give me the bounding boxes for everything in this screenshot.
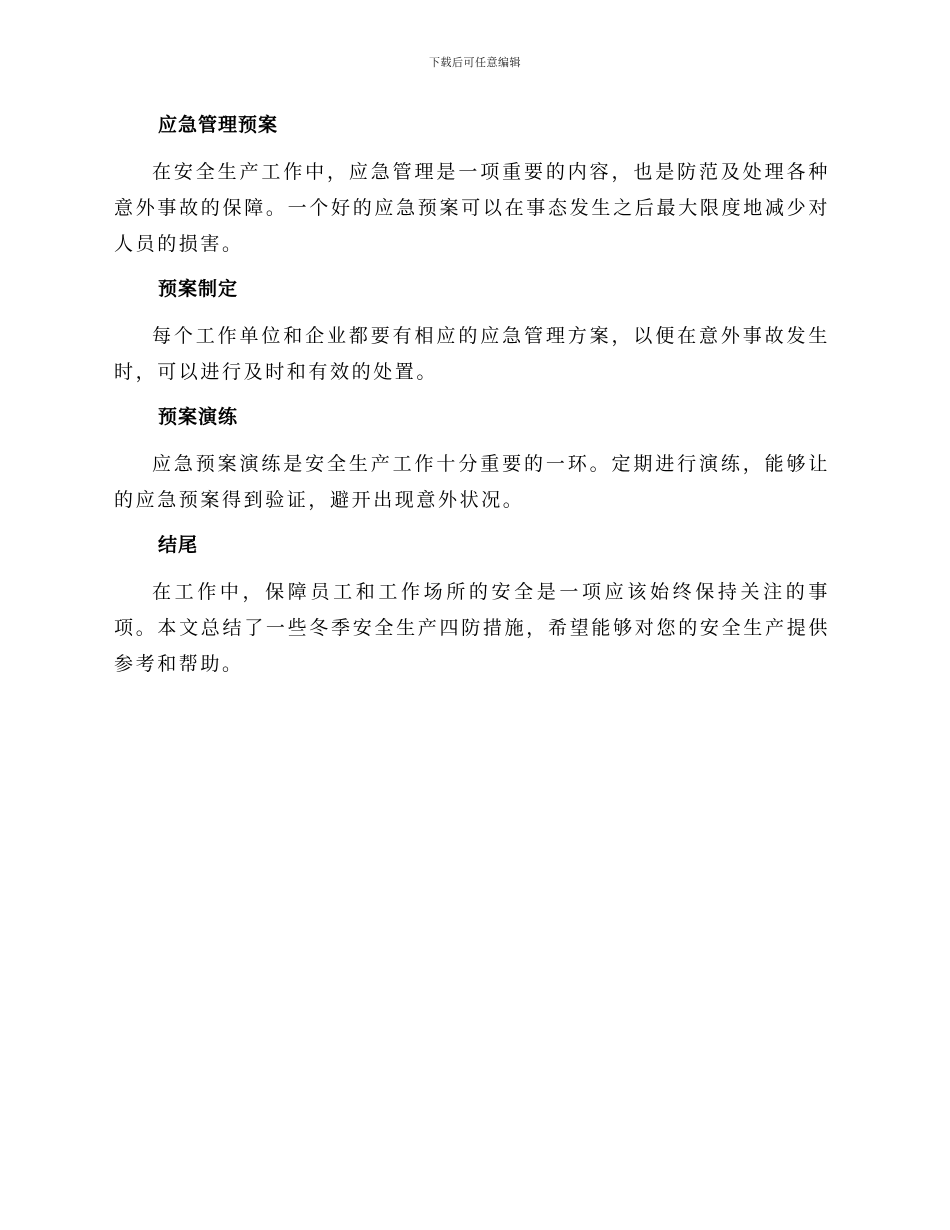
section-heading-plan-formulation: 预案制定 (158, 278, 239, 300)
section-paragraph-plan-drill: 应急预案演练是安全生产工作十分重要的一环。定期进行演练，能够让的应急预案得到验证，避开出现意外状况。 (114, 453, 830, 511)
page-header-note: 下载后可任意编辑 (429, 56, 521, 69)
section-paragraph-conclusion: 在工作中，保障员工和工作场所的安全是一项应该始终保持关注的事项。本文总结了一些冬季安全生产四防措施，希望能够对您的安全生产提供参考和帮助。 (114, 581, 830, 675)
section-heading-emergency-plan: 应急管理预案 (158, 114, 279, 136)
section-heading-plan-drill: 预案演练 (158, 406, 239, 428)
section-paragraph-plan-formulation: 每个工作单位和企业都要有相应的应急管理方案，以便在意外事故发生时，可以进行及时和有效的处置。 (114, 325, 830, 383)
section-paragraph-emergency-plan: 在安全生产工作中，应急管理是一项重要的内容，也是防范及处理各种意外事故的保障。一个好的应急预案可以在事态发生之后最大限度地减少对人员的损害。 (114, 161, 830, 255)
document-body (114, 110, 830, 694)
section-heading-conclusion: 结尾 (158, 534, 199, 556)
